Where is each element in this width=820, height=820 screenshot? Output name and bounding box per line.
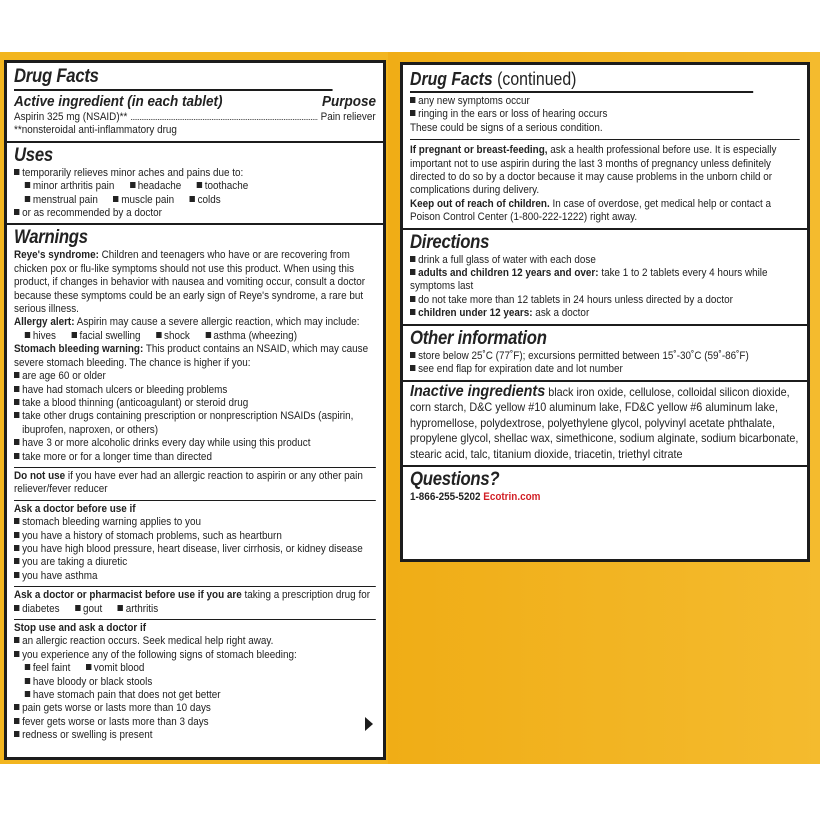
- use-item: muscle pain: [121, 193, 175, 206]
- questions-heading: Questions?: [410, 469, 500, 490]
- uses-last: or as recommended by a doctor: [22, 207, 162, 220]
- ingredient-purpose: Pain reliever: [320, 111, 376, 123]
- list-item: take more or for a longer time than directed: [14, 451, 376, 464]
- warnings-section: [7, 225, 383, 745]
- list-item: have stomach pain that does not get better: [14, 689, 376, 702]
- list-item: you have a history of stomach problems, such as heartburn: [14, 530, 376, 543]
- allergy-alert: Allergy alert: Aspirin may cause a severe allergic reaction, which may include:: [14, 316, 360, 329]
- list-item: are age 60 or older: [14, 370, 376, 383]
- footnote: **nonsteroidal anti-inflammatory drug: [14, 124, 177, 137]
- directions-heading: Directions: [410, 231, 490, 253]
- list-item: adults and children 12 years and over: take 1 to 2 tablets every 4 hours while symptoms last: [410, 267, 768, 293]
- uses-heading: Uses: [14, 144, 53, 166]
- list-item: you have high blood pressure, heart disease, liver cirrhosis, or kidney disease: [14, 543, 376, 556]
- inactive-ingredients-section: [403, 382, 807, 468]
- continued-title: Drug Facts (continued): [410, 68, 753, 93]
- list-item: do not take more than 12 tablets in 24 hours unless directed by a doctor: [410, 294, 800, 307]
- stop-use-section: [14, 619, 376, 743]
- children-warning: Keep out of reach of children. In case of overdose, get medical help or contact a Poison Control Center (1-800-222-1222) right away.: [410, 197, 771, 224]
- do-not-use: Do not use if you have ever had an allergic reaction to aspirin or any other pain reliever/fever reducer: [14, 467, 376, 497]
- list-item: have bloody or black stools: [14, 676, 376, 689]
- list-item: ringing in the ears or loss of hearing occurs: [410, 108, 800, 121]
- allergy-items: hives facial swelling shock asthma (wheezing): [14, 330, 376, 343]
- other-info-heading: Other information: [410, 327, 547, 349]
- use-item: colds: [197, 193, 221, 206]
- leader-dots: [131, 119, 317, 120]
- reye-warning: Reye's syndrome: Children and teenagers who have or are recovering from chicken pox or flu-like symptoms should not use this product. When using this product, if changes in behavior with nausea and vomiting occur, consult a doctor because these symptoms could be an early sign of Reye's syndrome, a rare but serious illness.: [14, 249, 366, 316]
- bullet-icon: [14, 169, 19, 175]
- other-info-section: [403, 326, 807, 382]
- list-item: take other drugs containing prescription or nonprescription NSAIDs (aspirin, ibuprofen, naproxen, or others): [14, 410, 376, 437]
- panel-title: Drug Facts: [14, 66, 333, 91]
- inactive-heading: Inactive ingredients: [410, 382, 546, 400]
- list-item: you experience any of the following signs of stomach bleeding:: [14, 649, 376, 662]
- list-item: stomach bleeding warning applies to you: [14, 516, 376, 529]
- uses-row-a: [14, 180, 376, 193]
- stop-use-heading: Stop use and ask a doctor if: [14, 622, 147, 634]
- signs-row: feel faint vomit blood: [14, 662, 376, 675]
- list-item: see end flap for expiration date and lot number: [410, 363, 800, 376]
- list-item: an allergic reaction occurs. Seek medical help right away.: [14, 635, 376, 648]
- list-item: have 3 or more alcoholic drinks every day while using this product: [14, 437, 376, 450]
- ask-doctor-heading: Ask a doctor before use if: [14, 502, 136, 515]
- use-item: headache: [137, 180, 182, 193]
- list-item: you have asthma: [14, 570, 376, 583]
- uses-intro: temporarily relieves minor aches and pains due to:: [22, 166, 244, 179]
- pregnancy-warning: If pregnant or breast-feeding, ask a health professional before use. It is especially important not to use aspirin during the last 3 months of pregnancy unless definitely directed to do so by a doctor because it may cause problems in the unborn child or complications during delivery.: [410, 139, 800, 198]
- ask-pharmacist-section: Ask a doctor or pharmacist before use if you are taking a prescription drug for diabetes gout arthritis: [14, 586, 376, 616]
- purpose-heading: Purpose: [321, 93, 376, 110]
- list-item: pain gets worse or lasts more than 10 days: [14, 702, 376, 715]
- website-link[interactable]: Ecotrin.com: [483, 491, 541, 503]
- list-item: have had stomach ulcers or bleeding problems: [14, 384, 376, 397]
- list-item: drink a full glass of water with each dose: [410, 254, 800, 267]
- active-ingredient-heading: Active ingredient (in each tablet): [14, 93, 223, 110]
- list-item: fever gets worse or lasts more than 3 days: [14, 716, 376, 729]
- list-item: redness or swelling is present: [14, 729, 376, 742]
- list-item: children under 12 years: ask a doctor: [410, 307, 800, 320]
- uses-section: [7, 143, 383, 226]
- stomach-warning: Stomach bleeding warning: This product contains an NSAID, which may cause severe stomach bleeding. The chance is higher if you:: [14, 343, 369, 369]
- drug-facts-continued-panel: [400, 62, 810, 562]
- uses-row-b: [14, 194, 376, 207]
- directions-section: [403, 230, 807, 326]
- use-item: toothache: [204, 180, 249, 193]
- inactive-list: black iron oxide, cellulose, colloidal silicon dioxide, corn starch, D&C yellow #10 aluminum lake, FD&C yellow #6 aluminum lake, hypromellose, polydextrose, polyethylene glycol, polyvinyl acetate phthalate, propylene glycol, shellac wax, simethicone, sodium alginate, sodium bicarbonate, stearic acid, talc, titanium dioxide, triacetin, triethyl citrate: [410, 384, 799, 461]
- questions-section: [403, 467, 807, 507]
- list-item: any new symptoms occur: [410, 95, 800, 108]
- list-item: store below 25˚C (77˚F); excursions permitted between 15˚-30˚C (59˚-86˚F): [410, 350, 800, 363]
- list-item: you are taking a diuretic: [14, 556, 376, 569]
- ask-doctor-section: [14, 500, 376, 583]
- active-ingredient-section: [7, 63, 383, 143]
- use-item: minor arthritis pain: [32, 180, 115, 193]
- use-item: menstrual pain: [32, 193, 98, 206]
- drug-facts-panel: [4, 60, 386, 760]
- ingredient-name: Aspirin 325 mg (NSAID)**: [14, 111, 128, 123]
- warnings-heading: Warnings: [14, 227, 88, 249]
- continued-section: [403, 65, 807, 230]
- continue-arrow-icon: [365, 717, 373, 731]
- continued-note: These could be signs of a serious condition.: [410, 121, 603, 134]
- phone-number[interactable]: 1-866-255-5202: [410, 491, 481, 503]
- list-item: take a blood thinning (anticoagulant) or steroid drug: [14, 397, 376, 410]
